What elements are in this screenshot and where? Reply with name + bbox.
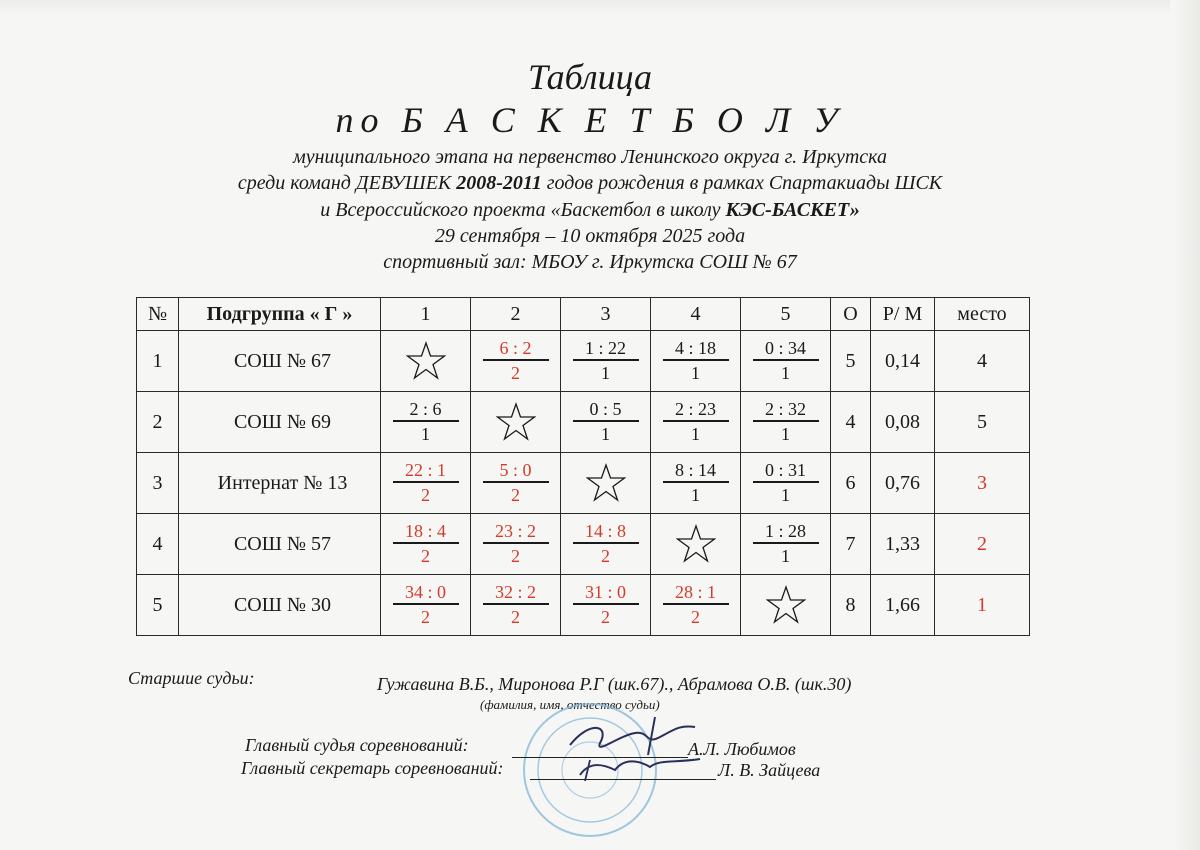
match-score: 28 : 1 <box>674 581 716 602</box>
match-points: 2 <box>421 484 430 505</box>
match-score: 34 : 0 <box>404 581 446 602</box>
match-score: 6 : 2 <box>499 337 532 358</box>
match-points: 1 <box>691 484 700 505</box>
score-divider <box>483 481 549 483</box>
score-divider <box>393 542 459 544</box>
match-result-inner <box>753 338 819 383</box>
match-score: 0 : 31 <box>764 459 806 480</box>
score-divider <box>573 420 639 422</box>
match-result-inner <box>393 399 459 444</box>
match-result-inner <box>753 460 819 505</box>
table-header-row <box>137 298 1030 331</box>
table-row <box>137 514 1030 575</box>
team-name: СОШ № 30 <box>179 575 381 636</box>
score-divider <box>393 481 459 483</box>
score-divider <box>573 603 639 605</box>
score-ratio: 0,14 <box>871 331 935 392</box>
score-ratio: 0,08 <box>871 392 935 453</box>
match-score: 5 : 0 <box>499 459 532 480</box>
row-num: 4 <box>137 514 179 575</box>
subtitle-dates: 29 сентября – 10 октября 2025 года <box>434 225 746 247</box>
match-score: 0 : 5 <box>589 398 622 419</box>
results-table <box>136 297 1030 636</box>
match-result <box>741 392 831 453</box>
match-result <box>561 392 651 453</box>
match-result <box>381 392 471 453</box>
match-result-inner <box>393 521 459 566</box>
match-result <box>561 331 651 392</box>
score-divider <box>753 542 819 544</box>
total-points: 6 <box>831 453 871 514</box>
match-points: 2 <box>511 484 520 505</box>
senior-judges-names: Гужавина В.Б., Миронова Р.Г (шк.67)., Абрамова О.В. (шк.30) <box>377 674 852 694</box>
match-points: 1 <box>691 362 700 383</box>
table-row <box>137 453 1030 514</box>
score-divider <box>753 420 819 422</box>
self-match-star-icon <box>471 392 561 453</box>
subtitle-line-2 <box>0 171 1180 195</box>
header-col-2: 2 <box>471 298 561 331</box>
match-result-inner <box>573 582 639 627</box>
match-result-inner <box>573 521 639 566</box>
total-points: 7 <box>831 514 871 575</box>
match-points: 1 <box>421 423 430 444</box>
match-points: 1 <box>691 423 700 444</box>
match-points: 2 <box>511 606 520 627</box>
match-result <box>651 331 741 392</box>
header-ratio: Р/ М <box>871 298 935 331</box>
match-points: 2 <box>421 545 430 566</box>
match-result-inner <box>753 399 819 444</box>
score-ratio: 0,76 <box>871 453 935 514</box>
match-result <box>741 331 831 392</box>
header-col-3: 3 <box>561 298 651 331</box>
row-num: 2 <box>137 392 179 453</box>
senior-judges-caption: (фамилия, имя, отчество судьи) <box>480 697 660 712</box>
subtitle-3-project: КЭС-БАСКЕТ» <box>725 199 860 221</box>
team-name: СОШ № 57 <box>179 514 381 575</box>
total-points: 4 <box>831 392 871 453</box>
match-points: 2 <box>511 545 520 566</box>
score-divider <box>483 542 549 544</box>
match-result-inner <box>483 460 549 505</box>
score-divider <box>753 359 819 361</box>
match-score: 1 : 22 <box>584 337 626 358</box>
match-points: 2 <box>601 545 610 566</box>
header-col-5: 5 <box>741 298 831 331</box>
match-score: 1 : 28 <box>764 520 806 541</box>
match-points: 1 <box>781 423 790 444</box>
match-points: 2 <box>601 606 610 627</box>
match-result-inner <box>483 338 549 383</box>
self-match-star-icon <box>651 514 741 575</box>
subtitle-venue: спортивный зал: МБОУ г. Иркутска СОШ № 67 <box>383 251 797 273</box>
match-result <box>651 392 741 453</box>
match-result-inner <box>483 582 549 627</box>
match-result <box>471 453 561 514</box>
score-ratio: 1,66 <box>871 575 935 636</box>
scan-edge-top <box>0 0 1170 16</box>
self-match-star-icon <box>741 575 831 636</box>
match-score: 14 : 8 <box>584 520 626 541</box>
chief-judge-label: Главный судья соревнований: <box>245 735 469 755</box>
match-result-inner <box>663 399 729 444</box>
match-result-inner <box>573 338 639 383</box>
match-result <box>561 514 651 575</box>
match-score: 23 : 2 <box>494 520 536 541</box>
score-divider <box>483 603 549 605</box>
score-divider <box>663 420 729 422</box>
match-result-inner <box>393 460 459 505</box>
self-match-star-icon <box>381 331 471 392</box>
team-name: СОШ № 69 <box>179 392 381 453</box>
table-row <box>137 575 1030 636</box>
match-points: 1 <box>601 362 610 383</box>
sport-title: по Б А С К Е Т Б О Л У <box>335 100 845 140</box>
subtitle-2-years: 2008-2011 <box>456 172 542 194</box>
match-result-inner <box>483 521 549 566</box>
senior-judges-label: Старшие судьи: <box>128 668 255 688</box>
match-result <box>471 331 561 392</box>
match-score: 4 : 18 <box>674 337 716 358</box>
score-divider <box>663 603 729 605</box>
match-score: 2 : 23 <box>674 398 716 419</box>
row-num: 3 <box>137 453 179 514</box>
match-score: 31 : 0 <box>584 581 626 602</box>
match-result <box>471 575 561 636</box>
chief-judge-name: А.Л. Любимов <box>688 739 796 759</box>
score-divider <box>573 542 639 544</box>
match-score: 2 : 32 <box>764 398 806 419</box>
header-subgroup: Подгруппа « Г » <box>179 298 381 331</box>
score-divider <box>753 481 819 483</box>
row-num: 1 <box>137 331 179 392</box>
match-score: 8 : 14 <box>674 459 716 480</box>
subtitle-line-1: муниципального этапа на первенство Ленинского округа г. Иркутска <box>292 146 888 168</box>
match-score: 32 : 2 <box>494 581 536 602</box>
match-points: 1 <box>781 484 790 505</box>
handwritten-signatures <box>560 715 710 785</box>
score-divider <box>573 359 639 361</box>
match-result <box>381 453 471 514</box>
match-points: 2 <box>691 606 700 627</box>
final-place: 4 <box>935 331 1030 392</box>
match-result <box>471 514 561 575</box>
subtitle-2-pre: среди команд ДЕВУШЕК <box>237 172 457 194</box>
chief-secretary-name: Л. В. Зайцева <box>718 760 821 780</box>
subtitle-line-3 <box>0 198 1180 222</box>
team-name: Интернат № 13 <box>179 453 381 514</box>
row-num: 5 <box>137 575 179 636</box>
match-points: 1 <box>781 545 790 566</box>
header-place: место <box>935 298 1030 331</box>
team-name: СОШ № 67 <box>179 331 381 392</box>
score-divider <box>393 420 459 422</box>
doc-title: Таблица <box>527 57 653 97</box>
match-result-inner <box>663 338 729 383</box>
match-points: 2 <box>511 362 520 383</box>
match-result <box>741 514 831 575</box>
match-points: 1 <box>601 423 610 444</box>
match-points: 2 <box>421 606 430 627</box>
match-result-inner <box>573 399 639 444</box>
final-place: 2 <box>935 514 1030 575</box>
match-result <box>651 453 741 514</box>
final-place: 5 <box>935 392 1030 453</box>
final-place: 3 <box>935 453 1030 514</box>
score-divider <box>663 481 729 483</box>
header-num: № <box>137 298 179 331</box>
score-divider <box>483 359 549 361</box>
match-result-inner <box>663 582 729 627</box>
match-result <box>741 453 831 514</box>
total-points: 8 <box>831 575 871 636</box>
match-result <box>561 575 651 636</box>
match-result-inner <box>393 582 459 627</box>
final-place: 1 <box>935 575 1030 636</box>
table-row <box>137 331 1030 392</box>
match-score: 22 : 1 <box>404 459 446 480</box>
match-score: 0 : 34 <box>764 337 806 358</box>
subtitle-2-post: годов рождения в рамках Спартакиады ШСК <box>541 172 943 194</box>
self-match-star-icon <box>561 453 651 514</box>
header-col-4: 4 <box>651 298 741 331</box>
match-result-inner <box>663 460 729 505</box>
score-divider <box>663 359 729 361</box>
score-divider <box>393 603 459 605</box>
match-result-inner <box>753 521 819 566</box>
chief-secretary-label: Главный секретарь соревнований: <box>241 758 504 778</box>
match-result <box>381 575 471 636</box>
match-points: 1 <box>781 362 790 383</box>
header-points: О <box>831 298 871 331</box>
match-score: 18 : 4 <box>404 520 446 541</box>
table-row <box>137 392 1030 453</box>
header-col-1: 1 <box>381 298 471 331</box>
match-result <box>381 514 471 575</box>
subtitle-3-pre: и Всероссийского проекта «Баскетбол в школу <box>320 199 726 221</box>
match-result <box>651 575 741 636</box>
score-ratio: 1,33 <box>871 514 935 575</box>
total-points: 5 <box>831 331 871 392</box>
match-score: 2 : 6 <box>409 398 442 419</box>
